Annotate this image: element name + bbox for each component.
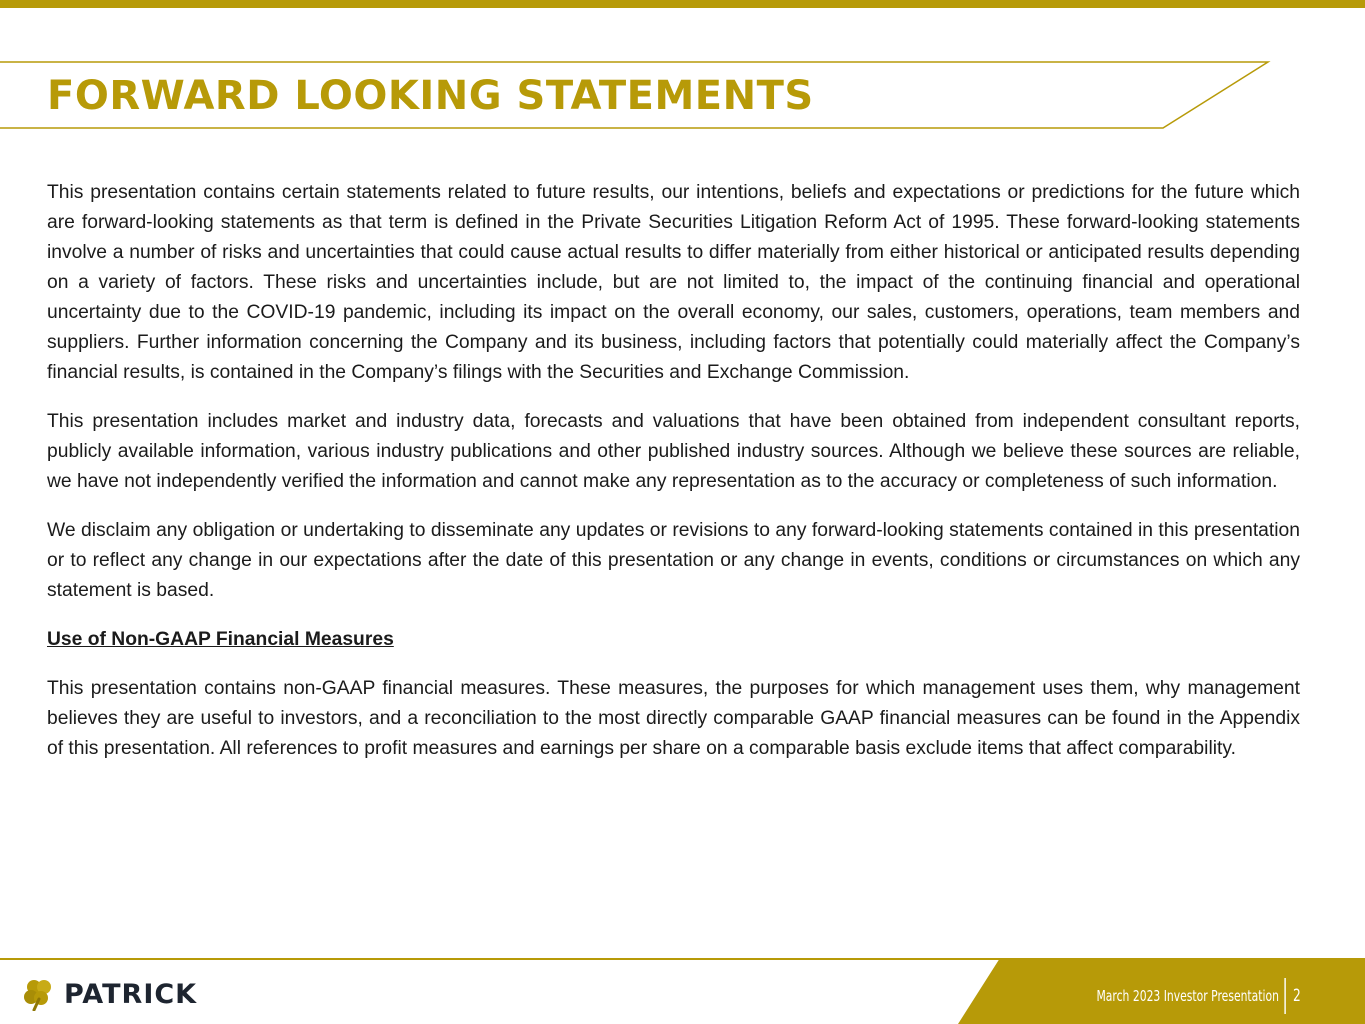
disclaimer-paragraph: We disclaim any obligation or undertaking to disseminate any updates or revisions to any forward-looking statements contained in this presentation or to reflect any change in our expectations after the date of this presentation or any change in events, conditions or circumstances on which any statement is based.	[47, 520, 1300, 601]
logo-wordmark: PATRICK	[64, 978, 198, 1010]
forward-looking-paragraph: This presentation contains certain statements related to future results, our intentions, beliefs and expectations or predictions for the future which are forward-looking statements as that term is defined in the Private Securities Litigation Reform Act of 1995. These forward-looking statements involve a number of risks and uncertainties that could cause actual results to differ materially from either historical or anticipated results depending on a variety of factors. These risks and uncertainties include, but are not limited to, the impact of the continuing financial and operational uncertainty due to the COVID-19 pandemic, including its impact on the overall economy, our sales, customers, operations, team members and suppliers. Further information concerning the Company and its business, including factors that potentially could materially affect the Company’s financial results, is contained in the Company’s filings with the Securities and Exchange Commission.	[47, 182, 1300, 383]
non-gaap-paragraph: This presentation contains non-GAAP financial measures. These measures, the purposes for which management uses them, why management believes they are useful to investors, and a reconciliation to the most directly comparable GAAP financial measures can be found in the Appendix of this presentation. All references to profit measures and earnings per share on a comparable basis exclude items that affect comparability.	[47, 678, 1300, 759]
non-gaap-heading: Use of Non-GAAP Financial Measures	[47, 629, 394, 650]
slide-body	[47, 178, 1300, 783]
page-number: 2	[1293, 986, 1301, 1006]
slide-title: FORWARD LOOKING STATEMENTS	[47, 73, 814, 119]
market-data-paragraph: This presentation includes market and industry data, forecasts and valuations that have been obtained from independent consultant reports, publicly available information, various industry publications and other published industry sources. Although we believe these sources are reliable, we have not independently verified the information and cannot make any representation as to the accuracy or completeness of such information.	[47, 411, 1300, 492]
footer-meta	[1097, 978, 1301, 1014]
presentation-label: March 2023 Investor Presentation	[1096, 987, 1280, 1005]
clover-leaf-icon	[22, 977, 56, 1011]
footer-divider	[1285, 978, 1286, 1014]
company-logo	[22, 976, 197, 1012]
top-accent-bar	[0, 0, 1365, 8]
